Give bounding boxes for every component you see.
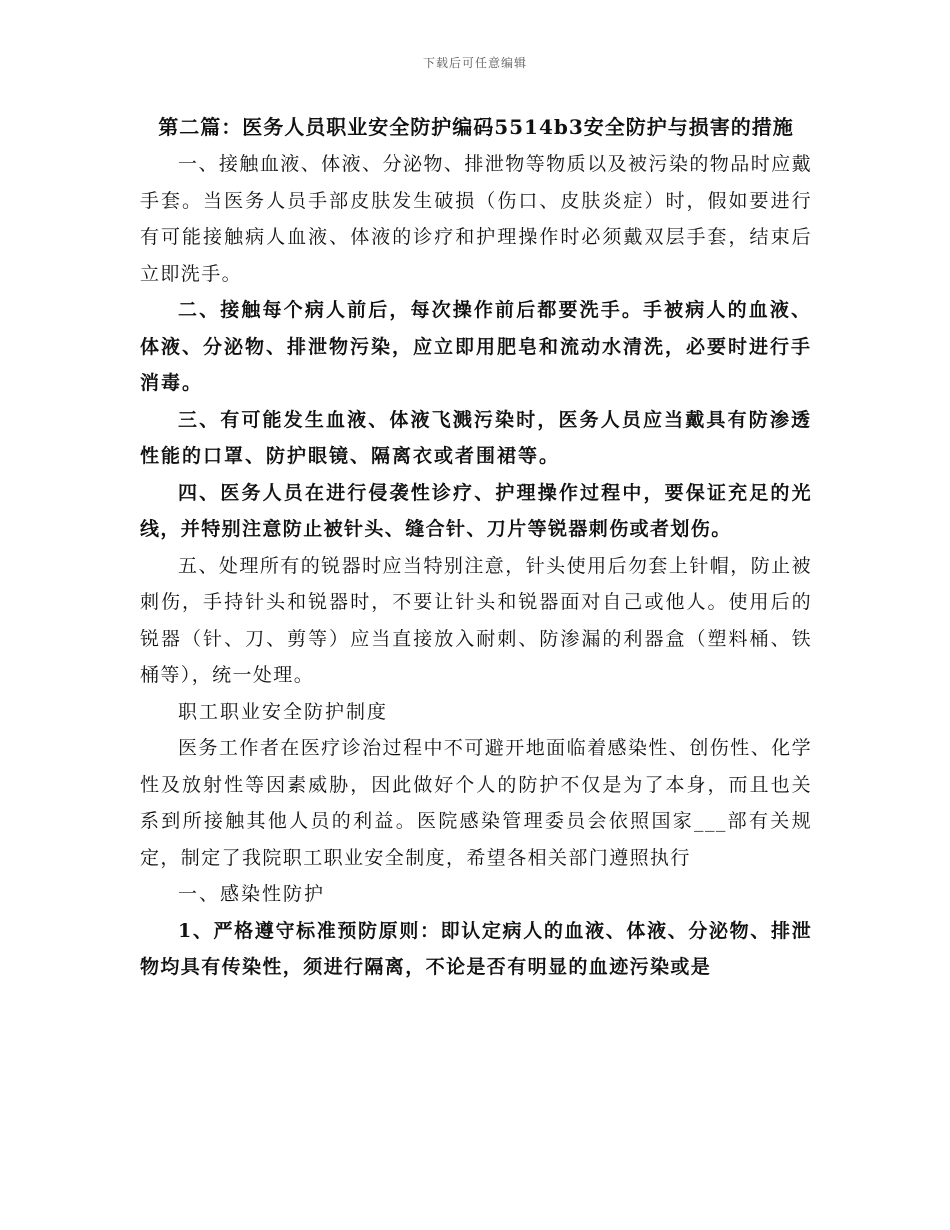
document-page xyxy=(140,108,812,986)
paragraph-splash-protection: 三、有可能发生血液、体液飞溅污染时，医务人员应当戴具有防渗透性能的口罩、防护眼镜、隔离衣或者围裙等。 xyxy=(140,408,812,467)
section-heading-infection-protection: 一、感染性防护 xyxy=(178,883,326,905)
paragraph-sharps-handling: 五、处理所有的锐器时应当特别注意，针头使用后勿套上针帽，防止被刺伤，手持针头和锐器时，不要让针头和锐器面对自己或他人。使用后的锐器（针、刀、剪等）应当直接放入耐刺、防渗漏的利器盒（塑料桶、铁桶等），统一处理。 xyxy=(140,554,812,686)
document-title: 第二篇：医务人员职业安全防护编码5514b3安全防护与损害的措施 xyxy=(158,115,794,139)
paragraph-standard-precautions: 1、严格遵守标准预防原则：即认定病人的血液、体液、分泌物、排泄物均具有传染性，须进行隔离，不论是否有明显的血迹污染或是 xyxy=(140,919,812,978)
section-heading-staff-safety: 职工职业安全防护制度 xyxy=(178,700,389,723)
paragraph-invasive-procedures: 四、医务人员在进行侵袭性诊疗、护理操作过程中，要保证充足的光线，并特别注意防止被针头、缝合针、刀片等锐器刺伤或者划伤。 xyxy=(140,481,812,540)
paragraph-handwashing: 二、接触每个病人前后，每次操作前后都要洗手。手被病人的血液、体液、分泌物、排泄物污染，应立即用肥皂和流动水清洗，必要时进行手消毒。 xyxy=(140,299,813,394)
paragraph-gloves: 一、接触血液、体液、分泌物、排泄物等物质以及被污染的物品时应戴手套。当医务人员手部皮肤发生破损（伤口、皮肤炎症）时，假如要进行有可能接触病人血液、体液的诊疗和护理操作时必须戴双层手套，结束后立即洗手。 xyxy=(140,153,812,285)
header-note: 下载后可任意编辑 xyxy=(422,56,527,70)
paragraph-staff-safety-intro: 医务工作者在医疗诊治过程中不可避开地面临着感染性、创伤性、化学性及放射性等因素威胁，因此做好个人的防护不仅是为了本身，而且也关系到所接触其他人员的利益。医院感染管理委员会依照国家___部有关规定，制定了我院职工职业安全制度，希望各相关部门遵照执行 xyxy=(140,737,812,869)
